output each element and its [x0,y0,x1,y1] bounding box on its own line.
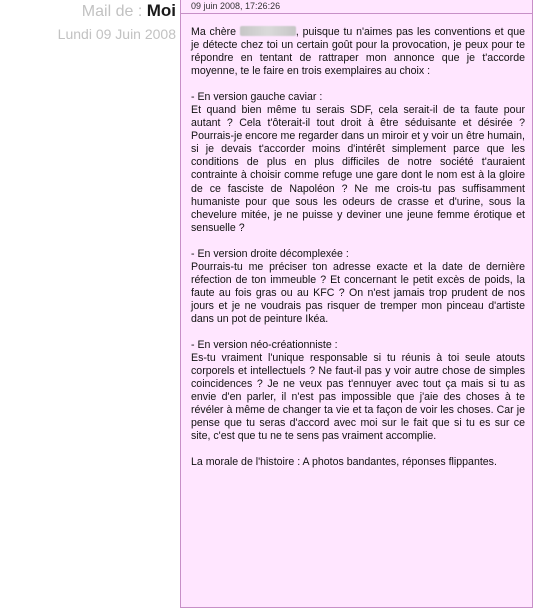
greeting-rest: , puisque tu n'aimes pas les conventions et que je détecte chez toi un certain goût pour la provocation, je peux pour te répondre en tentant de rattraper mon annonce que je t'accorde moyenne, te le faire en trois exemplaires au choix : [191,26,525,78]
message-greeting [191,26,525,78]
section-text: Et quand bien même tu serais SDF, cela serait-il de ta faute pour autant ? Cela t'ôterait-il tout droit à être séduisante et désirée ? Pourrais-je encore me regarder dans un miroir et y voir un être humain, si je devais t'accorder moins d'intérêt simplement parce que les conditions de plus en plus difficiles de notre société t'auraient contrainte à choisir comme refuge une gare dont le nom est à la gloire de ce fasciste de Napoléon ? Ne me crois-tu pas suffisamment humaniste pour que sous les odeurs de crasse et d'urine, sous la chevelure mitée, je ne puisse y deviner une jeune femme érotique et sensuelle ? [191,104,525,234]
section-heading: - En version néo-créationniste : [191,338,338,351]
message-timestamp: 09 juin 2008, 17:26:26 [181,0,532,14]
sender-prefix: Mail de : [81,3,147,20]
redacted-name [240,26,296,36]
sender-line [0,0,176,22]
greeting-start: Ma chère [191,26,240,38]
message-closing: La morale de l'histoire : A photos bandantes, réponses flippantes. [191,456,497,469]
section-heading: - En version droite décomplexée : [191,247,349,260]
section-neo-creationniste [191,339,525,443]
message-box [180,0,533,608]
section-text: Es-tu vraiment l'unique responsable si tu réunis à toi seule atouts corporels et intellectuels ? Ne faut-il pas y voir autre chose de simples coincidences ? Je ne veux pas t'ennuyer avec tout ça mais si tu as envie d'en parler, il n'est pas impossible que j'aie des choses à te révéler à même de changer ta vie et ta façon de voir les choses. Car je pense que tu seras d'accord avec moi sur le fait que si tu es sur ce site, c'est que tu ne te sens pas vraiment accomplie. [191,352,525,443]
section-heading: - En version gauche caviar : [191,91,323,104]
section-text: Pourrais-tu me préciser ton adresse exacte et la date de dernière réfection de ton immeuble ? Et concernant le petit excès de poids, la faute au fois gras ou au KFC ? On n'est jamais trop prudent de nos jours et je ne voudrais pas risquer de tremper mon pinceau d'artiste dans un pot de peinture Ikéa. [191,260,525,325]
sender-info [0,0,176,43]
section-gauche-caviar [191,91,525,235]
message-body [181,14,532,469]
section-droite-decomplexee [191,248,525,326]
sender-date: Lundi 09 Juin 2008 [57,26,176,42]
sender-name: Moi [146,1,176,20]
